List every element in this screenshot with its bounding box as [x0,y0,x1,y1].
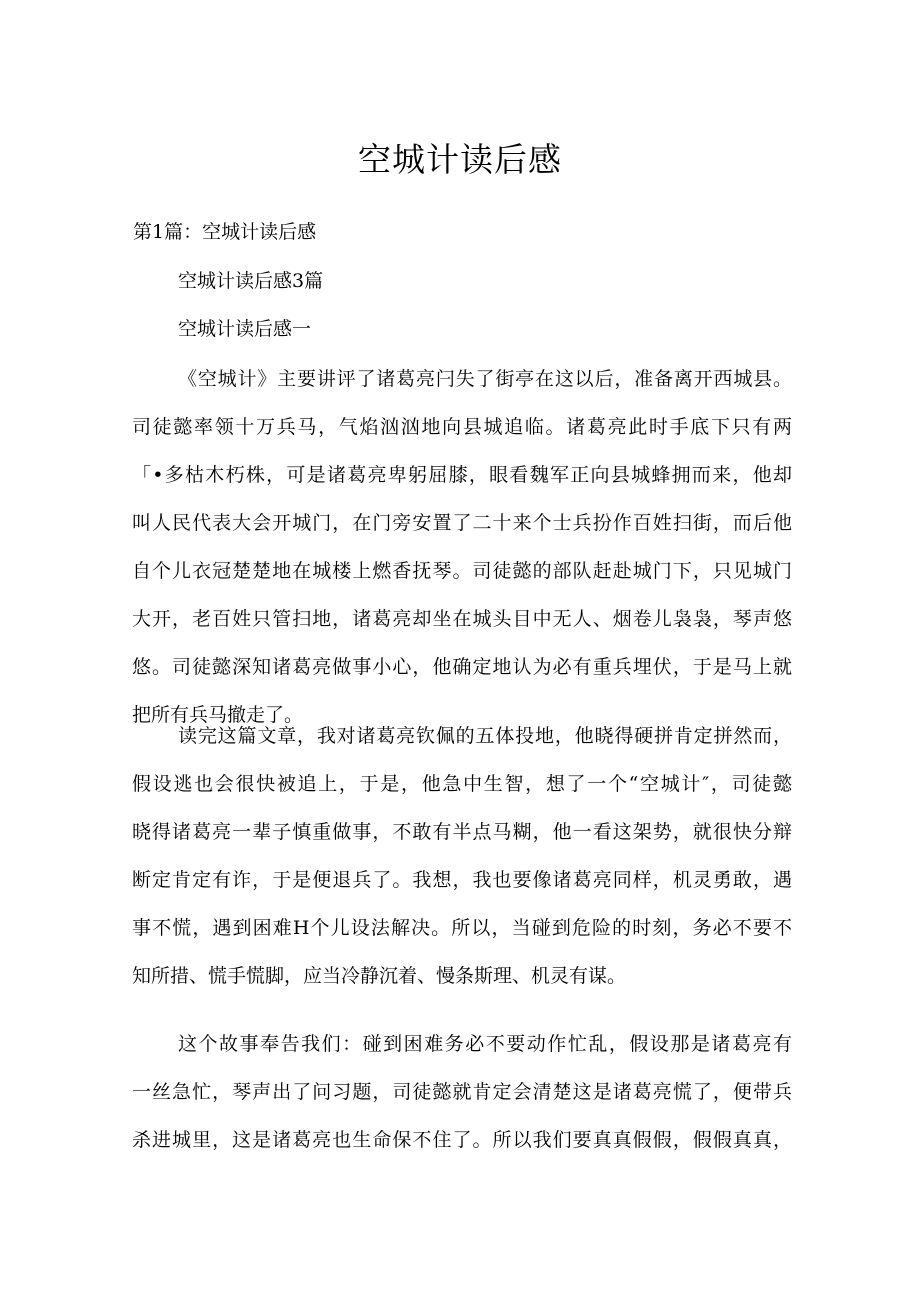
text-line: 叫人民代表大会开城门，在门旁安置了二十来个士兵扮作百姓扫街，而后他 [132,512,792,534]
text-line: 晓得诸葛亮一辈子慎重做事，不敢有半点马糊，他一看这架势，就很快分辩 [132,821,792,843]
text-line: 事不慌，遇到困难H个儿设法解决。所以，当碰到危险的时刻，务必不要不 [132,917,792,939]
sub-heading-essay-one: 空城计读后感一 [178,318,312,340]
document-title: 空城计读后感 [358,140,562,179]
text-line: 断定肯定有诈，于是便退兵了。我想，我也要像诸葛亮同样，机灵勇敢，遇 [132,869,792,891]
text-line: 悠。司徒懿深知诸葛亮做事小心，他确定地认为必有重兵埋伏，于是马上就 [132,656,792,678]
text-line: 杀进城里，这是诸葛亮也生命保不住了。所以我们要真真假假，假假真真， [132,1129,792,1151]
text-line: 《空城计》主要讲评了诸葛亮闩失了街亭在这以后，准备离开西城县。 [178,368,792,390]
sub-heading-collection: 空城计读后感3篇 [178,270,324,292]
paragraph-reflection [132,712,792,1000]
text-line: 假设逃也会很快被追上，于是，他急中生智，想了一个“空城计″，司徒懿 [132,773,792,795]
text-line: 「•多枯木朽株，可是诸葛亮卑躬屈膝，眼看魏军正向县城蜂拥而来，他却 [132,464,792,486]
text-line: 自个儿衣冠楚楚地在城楼上燃香抚琴。司徒懿的部队赶赴城门下，只见城门 [132,560,792,582]
text-line: 司徒懿率领十万兵马，气焰汹汹地向县城追临。诸葛亮此时手底下只有两 [132,416,792,438]
text-line: 把所有兵马撤走了。 [132,704,304,726]
text-line: 一丝急忙，琴声出了问习题，司徒懿就肯定会清楚这是诸葛亮慌了，便带兵 [132,1081,792,1103]
text-line: 知所措、慌手慌脚，应当冷静沉着、慢条斯理、机灵有谋。 [132,965,627,987]
part-heading: 第1篇：空城计读后感 [133,221,317,243]
text-line: 读完这篇文章，我对诸葛亮钦佩的五体投地，他晓得硬拼肯定拼然而， [178,725,792,747]
paragraph-lesson [132,1020,792,1164]
text-line: 这个故事奉告我们：碰到困难务必不要动作忙乱，假设那是诸葛亮有 [178,1033,792,1055]
text-line: 大开，老百姓只管扫地，诸葛亮却坐在城头目中无人、烟卷儿袅袅，琴声悠 [132,608,792,630]
paragraph-story-summary [132,355,792,739]
